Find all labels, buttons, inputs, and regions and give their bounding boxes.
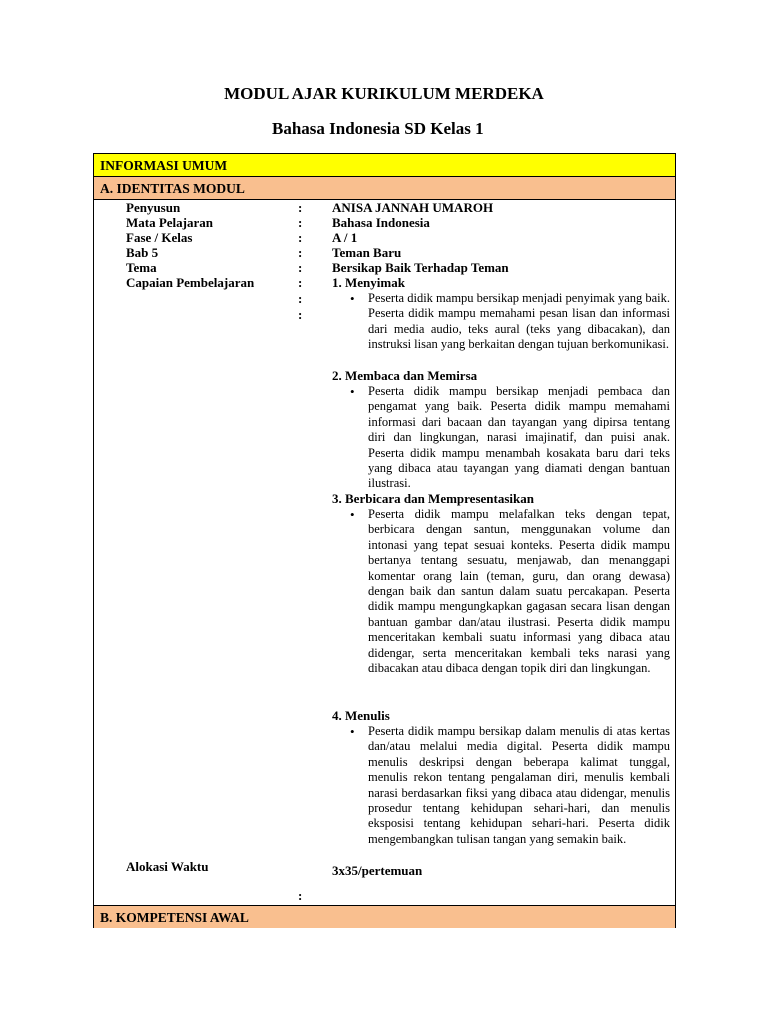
module-table (93, 153, 676, 928)
capaian-heading-berbicara: 3. Berbicara dan Mempresentasikan (332, 491, 534, 506)
bullet-icon: • (350, 507, 355, 522)
bullet-icon: • (350, 291, 355, 306)
capaian-text-membaca: Peserta didik mampu bersikap menjadi pembaca dan pengamat yang baik. Peserta didik mampu memahami informasi dari bacaan dan tayangan yang dipirsa tentang diri dan lingkungan, narasi imajinatif, dan puisi anak. Peserta didik mampu menambah kosakata baru dari teks yang dibaca atau tayangan yang diamati dengan bantuan ilustrasi. (368, 384, 670, 491)
informasi-umum-header: INFORMASI UMUM (94, 154, 675, 177)
field-colon: : (298, 230, 303, 245)
field-value-tema: Bersikap Baik Terhadap Teman (332, 260, 509, 275)
field-colon: : (298, 275, 303, 290)
field-label-mata-pelajaran: Mata Pelajaran (126, 215, 214, 230)
capaian-text-menyimak: Peserta didik mampu bersikap menjadi penyimak yang baik. Peserta didik mampu memahami pesan lisan dan informasi dari media audio, teks aural (teks yang dibacakan), dan instruksi lisan yang berkaitan dengan tujuan berkomunikasi. (368, 291, 671, 352)
field-value-bab: Teman Baru (332, 245, 402, 260)
capaian-text-berbicara: Peserta didik mampu melafalkan teks dengan tepat, berbicara dengan santun, menggunakan volume dan intonasi yang tepat sesuai konteks. Peserta didik mampu bertanya tentang sesuatu, menjawab, dan menanggapi komentar orang lain (teman, guru, dan orang dewasa) dengan baik dan santun dalam suatu percakapan. Peserta didik mampu mengungkapkan gagasan secara lisan dengan bantuan gambar dan/atau ilustrasi. Peserta didik mampu menceritakan kembali suatu informasi yang dibaca atau didengar, serta menceritakan kembali teks narasi yang dibacakan atau dibaca dengan topik diri dan lingkungan. (368, 507, 670, 676)
field-colon: : (298, 291, 303, 306)
field-label-fase-kelas: Fase / Kelas (126, 230, 193, 245)
capaian-text-menulis: Peserta didik mampu bersikap dalam menulis di atas kertas dan/atau melalui media digital. Peserta didik mampu menulis deskripsi dengan beberapa kalimat tunggal, menulis rekon tentang pengalaman diri, menulis kembali narasi berdasarkan fiksi yang dibaca atau didengar, menulis prosedur tentang kehidupan sehari-hari, dan menulis eksposisi tentang kehidupan sehari-hari. Peserta didik mengembangkan tulisan tangan yang semakin baik. (368, 724, 670, 846)
field-label-alokasi-waktu: Alokasi Waktu (126, 859, 209, 874)
capaian-heading-menyimak: 1. Menyimak (332, 275, 405, 290)
field-label-tema: Tema (126, 260, 157, 275)
document-title: MODUL AJAR KURIKULUM MERDEKA (224, 84, 544, 103)
field-colon: : (298, 307, 303, 322)
field-value-fase-kelas: A / 1 (332, 230, 358, 245)
capaian-heading-membaca: 2. Membaca dan Memirsa (332, 368, 478, 383)
field-value-alokasi-waktu: 3x35/pertemuan (332, 863, 423, 878)
bullet-icon: • (350, 384, 355, 399)
field-colon: : (298, 245, 303, 260)
field-colon: : (298, 260, 303, 275)
bullet-icon: • (350, 724, 355, 739)
document-subtitle: Bahasa Indonesia SD Kelas 1 (272, 119, 484, 138)
kompetensi-awal-header: B. KOMPETENSI AWAL (94, 905, 675, 928)
field-colon: : (298, 215, 303, 230)
field-label-capaian: Capaian Pembelajaran (126, 275, 255, 290)
field-colon: : (298, 888, 303, 903)
field-value-penyusun: ANISA JANNAH UMAROH (332, 200, 494, 215)
field-colon: : (298, 200, 303, 215)
field-label-penyusun: Penyusun (126, 200, 181, 215)
identitas-modul-header: A. IDENTITAS MODUL (94, 177, 675, 200)
field-value-mata-pelajaran: Bahasa Indonesia (332, 215, 430, 230)
field-label-bab: Bab 5 (126, 245, 159, 260)
capaian-heading-menulis: 4. Menulis (332, 708, 390, 723)
